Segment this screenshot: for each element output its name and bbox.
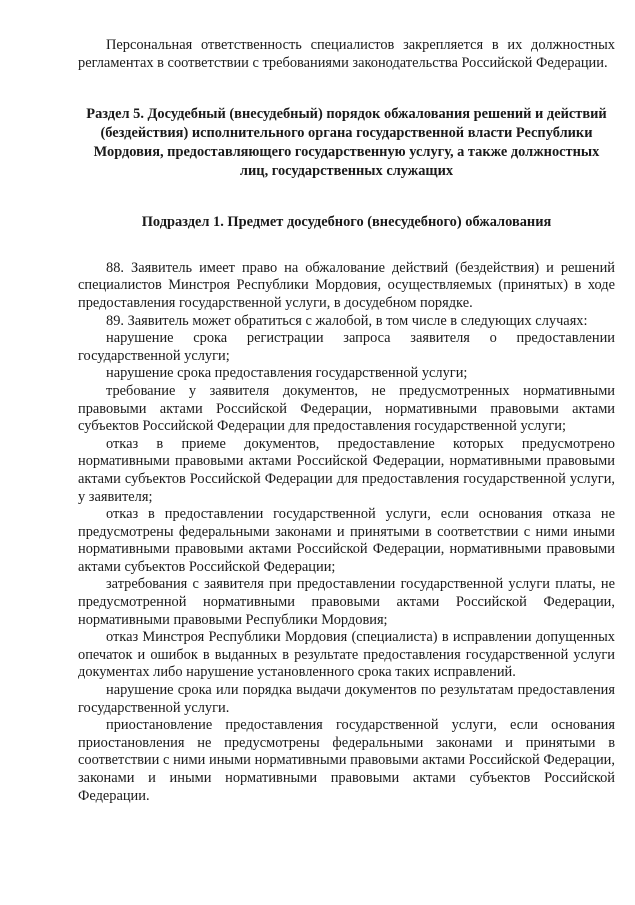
case-item: нарушение срока или порядка выдачи документов по результатам предоставления государственной услуги.	[78, 682, 615, 716]
case-item: требование у заявителя документов, не предусмотренных нормативными правовыми актами Российской Федерации, нормативными правовыми актами субъектов Российской Федерации для предоставления государственной услуги;	[78, 382, 615, 435]
intro-paragraph: Персональная ответственность специалистов закрепляется в их должностных регламентах в соответствии с требованиями законодательства Российской Федерации.	[78, 37, 615, 71]
subsection-title: Подраздел 1. Предмет досудебного (внесудебного) обжалования	[141, 214, 552, 231]
case-item: затребования с заявителя при предоставлении государственной услуги платы, не предусмотренной нормативными правовыми актами Российской Федерации, нормативными правовыми Республики Мордовия;	[78, 576, 615, 628]
case-item: приостановление предоставления государственной услуги, если основания приостановления не предусмотрены федеральными законами и принятыми в соответствии с ними иными нормативными правовыми актами Российской Федерации, законами и иными нормативными правовыми актами субъектов Российской Федерации.	[78, 717, 615, 804]
case-item: отказ в приеме документов, предоставление которых предусмотрено нормативными правовыми актами Российской Федерации, нормативными правовыми актами субъектов Российской Федерации для предоставления государственной услуги, у заявителя;	[78, 435, 615, 505]
case-item: нарушение срока предоставления государственной услуги;	[106, 365, 468, 382]
case-item: отказ Минстроя Республики Мордовия (специалиста) в исправлении допущенных опечаток и ошибок в выданных в результате предоставления государственной услуги документах либо нарушение установленного срока таких исправлений.	[78, 629, 615, 681]
paragraph-88: 88. Заявитель имеет право на обжалование действий (бездействия) и решений специалистов Минстроя Республики Мордовия, осуществляемых (принятых) в ходе предоставления государственной услуги, в досудебном порядке.	[78, 259, 615, 311]
section-title: Раздел 5. Досудебный (внесудебный) порядок обжалования решений и действий (бездействия) исполнительного органа государственной власти Республики Мордовия, предоставляющего государственную услугу, а также должностных лиц, государственных служащих	[86, 106, 607, 180]
body-text	[78, 260, 615, 805]
case-item: отказ в предоставлении государственной услуги, если основания отказа не предусмотрены федеральными законами и принятыми в соответствии с ними иными нормативными правовыми актами Российской Федерации, нормативными правовыми актами субъектов Российской Федерации;	[78, 506, 615, 575]
case-item: нарушение срока регистрации запроса заявителя о предоставлении государственной услуги;	[78, 330, 615, 364]
paragraph-89: 89. Заявитель может обратиться с жалобой, в том числе в следующих случаях:	[106, 312, 588, 329]
